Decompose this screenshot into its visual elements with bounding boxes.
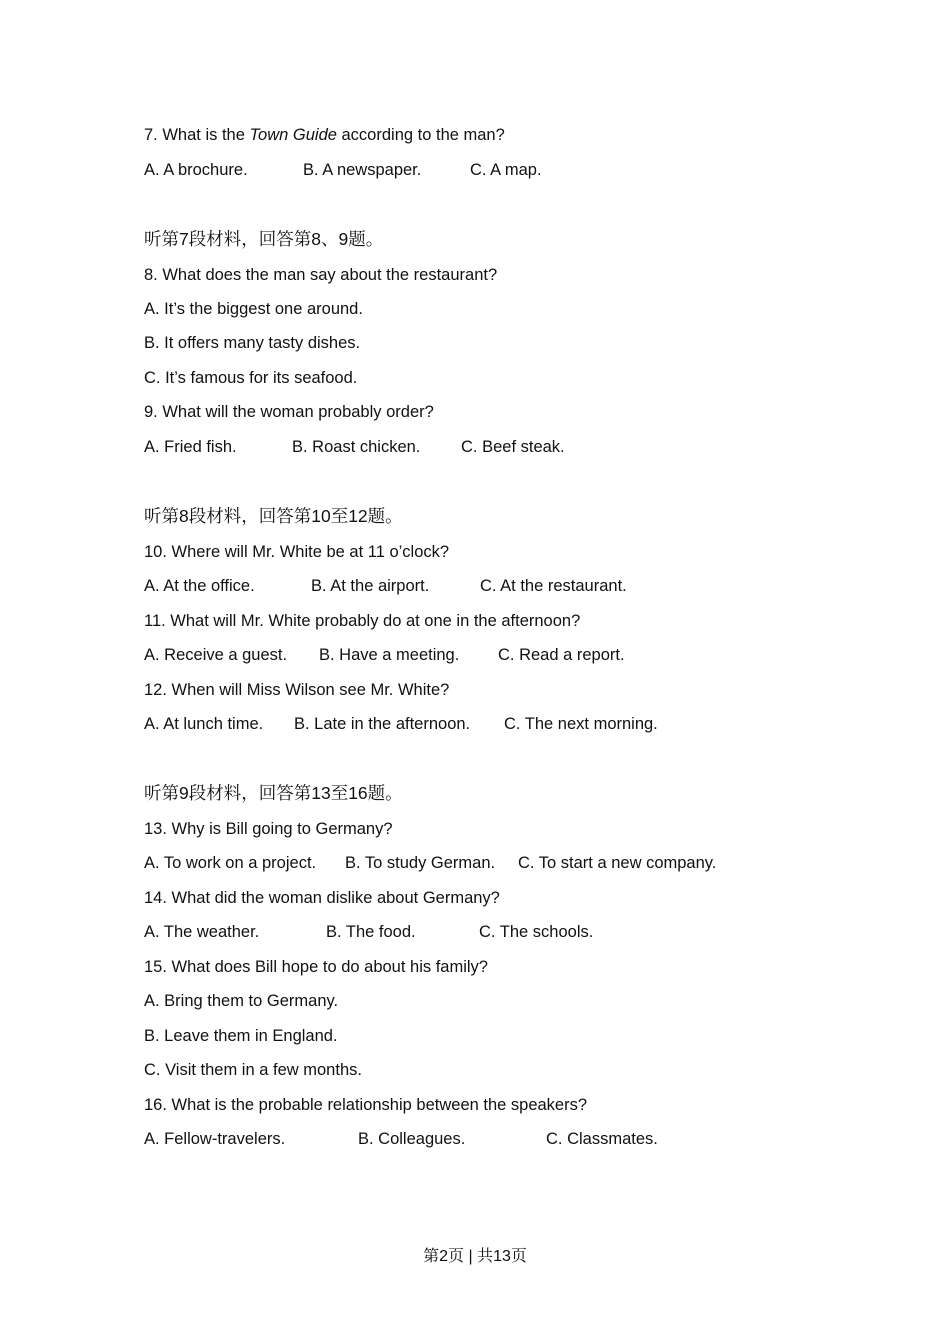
question-13: 13. Why is Bill going to Germany? [144, 820, 393, 838]
option-c: C. It’s famous for its seafood. [144, 369, 358, 387]
option-c: C. The next morning. [504, 715, 658, 733]
option-b: B. Colleagues. [358, 1130, 466, 1148]
option-b: B. Have a meeting. [319, 646, 460, 664]
option-a: A. At the office. [144, 577, 255, 595]
question-7-prefix: 7. What is the [144, 126, 250, 144]
option-c: C. To start a new company. [518, 854, 717, 872]
option-a: A. A brochure. [144, 161, 248, 179]
option-a: A. Fried fish. [144, 438, 237, 456]
question-9: 9. What will the woman probably order? [144, 403, 434, 421]
option-c: C. Visit them in a few months. [144, 1061, 362, 1079]
question-15: 15. What does Bill hope to do about his family? [144, 958, 488, 976]
option-a: A. Receive a guest. [144, 646, 288, 664]
option-c: C. At the restaurant. [480, 577, 627, 595]
page-number-footer: 第2页 | 共13页 [423, 1248, 527, 1265]
option-b: B. At the airport. [311, 577, 430, 595]
option-a: A. Fellow-travelers. [144, 1130, 286, 1148]
option-a: A. It’s the biggest one around. [144, 300, 363, 318]
question-7-suffix: according to the man? [336, 126, 505, 144]
section-heading: 听第8段材料，回答第10至12题。 [144, 506, 403, 526]
option-c: C. Beef steak. [461, 438, 565, 456]
option-b: B. Late in the afternoon. [294, 715, 471, 733]
question-10: 10. Where will Mr. White be at 11 o’clock? [144, 543, 450, 561]
option-a: A. Bring them to Germany. [144, 992, 339, 1010]
option-c: C. A map. [470, 161, 542, 179]
option-a: A. To work on a project. [144, 854, 317, 872]
section-heading: 听第7段材料，回答第8、9题。 [144, 229, 384, 249]
option-a: A. At lunch time. [144, 715, 264, 733]
option-b: B. A newspaper. [303, 161, 422, 179]
question-7-title-italic: Town Guide [249, 126, 337, 144]
question-7 [144, 124, 505, 146]
section-heading: 听第9段材料，回答第13至16题。 [144, 783, 403, 803]
option-c: C. The schools. [479, 923, 594, 941]
question-12: 12. When will Miss Wilson see Mr. White? [144, 681, 450, 699]
option-a: A. The weather. [144, 923, 260, 941]
option-b: B. Roast chicken. [292, 438, 421, 456]
question-8: 8. What does the man say about the restaurant? [144, 266, 498, 284]
question-11: 11. What will Mr. White probably do at one in the afternoon? [144, 612, 581, 630]
option-b: B. The food. [326, 923, 416, 941]
option-c: C. Read a report. [498, 646, 625, 664]
question-16: 16. What is the probable relationship between the speakers? [144, 1096, 588, 1114]
option-b: B. To study German. [345, 854, 496, 872]
option-c: C. Classmates. [546, 1130, 658, 1148]
option-b: B. It offers many tasty dishes. [144, 334, 361, 352]
option-b: B. Leave them in England. [144, 1027, 338, 1045]
question-14: 14. What did the woman dislike about Germany? [144, 889, 500, 907]
